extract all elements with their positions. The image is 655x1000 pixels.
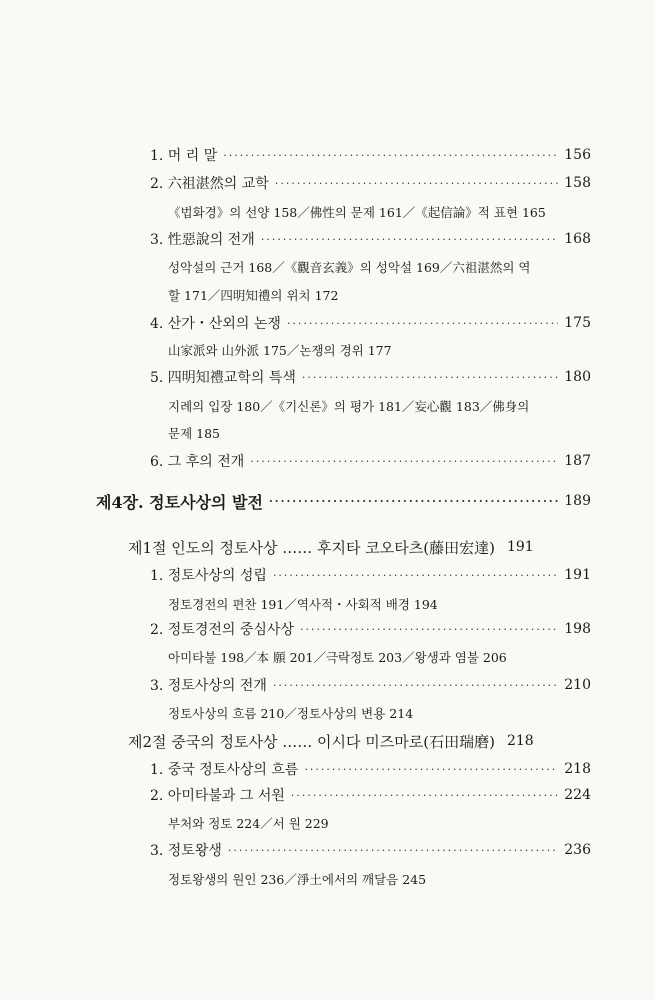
leader-dots [273,569,558,582]
toc-page-number: 158 [564,175,591,191]
toc-page-number: 198 [564,621,591,637]
toc-subtopics: 山家派와 山外派 175／논쟁의 경위 177 [168,343,392,358]
toc-page-number: 175 [564,315,591,331]
leader-dots [223,149,558,162]
toc-part-label: 제1절 인도의 정토사상 …… 후지타 코오타츠(藤田宏達) [128,538,495,557]
toc-entry-label: 2. 정토경전의 중심사상 [150,622,294,638]
toc-entry[interactable] [0,142,655,168]
toc-subtopics: 정토경전의 편찬 191／역사적・사회적 배경 194 [168,597,438,612]
toc-entry-label: 2. 六祖湛然의 교학 [150,176,269,192]
toc-entry-label: 6. 그 후의 전개 [150,454,245,470]
toc-page-number: 168 [564,231,591,247]
toc-subtopics: 지례의 입장 180／《기신론》의 평가 181／妄心觀 183／佛身의 [168,399,530,414]
toc-page-number: 156 [564,147,591,163]
toc-entry-label: 1. 정토사상의 성립 [150,568,267,584]
toc-chapter-label: 제4장. 정토사상의 발전 [96,492,263,512]
toc-entry[interactable] [0,837,655,863]
toc-subtopics: 성악설의 근거 168／《觀音玄義》의 성악설 169／六祖湛然의 역 [168,260,531,275]
toc-entry-label: 3. 정토왕생 [150,843,222,859]
leader-dots [300,623,558,636]
leader-dots [275,177,558,190]
toc-page-number: 236 [564,842,591,858]
toc-page-number: 218 [506,733,534,749]
toc-entry[interactable] [0,364,655,390]
toc-subtopics: 정토왕생의 원인 236／淨土에서의 깨달음 245 [168,872,427,887]
toc-entry-label: 3. 정토사상의 전개 [150,678,267,694]
toc-entry[interactable] [0,448,655,474]
toc-entry[interactable] [0,170,655,196]
toc-entry[interactable] [0,616,655,642]
toc-page-number: 218 [564,761,591,777]
toc-subtopics: 아미타불 198／本 願 201／극락정토 203／왕생과 염불 206 [168,650,507,665]
leader-dots [228,844,558,857]
toc-chapter[interactable] [0,488,655,514]
toc-entry-label: 4. 산가・산외의 논쟁 [150,316,281,332]
toc-page-number: 180 [564,369,591,385]
toc-entry[interactable] [0,226,655,252]
toc-entry[interactable] [0,562,655,588]
leader-dots [269,495,558,508]
toc-subtopics: 부처와 정토 224／서 원 229 [168,816,329,831]
leader-dots [287,317,558,330]
leader-dots [291,789,558,802]
leader-dots [273,679,558,692]
toc-entry[interactable] [0,310,655,336]
toc-page-number: 187 [564,453,591,469]
toc-entry-label: 1. 중국 정토사상의 흐름 [150,762,299,778]
toc-part[interactable] [0,728,655,754]
toc-subtopics: 할 171／四明知禮의 위치 172 [168,288,339,303]
toc-subtopics: 정토사상의 흐름 210／정토사상의 변용 214 [168,706,414,721]
toc-subtopics: 《법화경》의 선양 158／佛性의 문제 161／《起信論》적 표현 165 [168,205,546,220]
toc-page-number: 191 [506,539,534,555]
toc-part[interactable] [0,534,655,560]
toc-entry[interactable] [0,782,655,808]
toc-entry-label: 1. 머 리 말 [150,148,218,164]
toc-entry-label: 2. 아미타불과 그 서원 [150,788,285,804]
leader-dots [250,455,558,468]
leader-dots [304,763,558,776]
leader-dots [302,371,558,384]
toc-part-label: 제2절 중국의 정토사상 …… 이시다 미즈마로(石田瑞磨) [128,732,495,751]
toc-page-number: 210 [564,677,591,693]
toc-entry-label: 3. 性惡說의 전개 [150,232,255,248]
toc-page-number: 189 [564,493,591,509]
toc-entry-label: 5. 四明知禮교학의 특색 [150,370,296,386]
toc-page-number: 191 [564,567,591,583]
toc-entry[interactable] [0,756,655,782]
toc-subtopics: 문제 185 [168,426,220,441]
toc-page-number: 224 [564,787,591,803]
leader-dots [261,233,558,246]
toc-entry[interactable] [0,672,655,698]
